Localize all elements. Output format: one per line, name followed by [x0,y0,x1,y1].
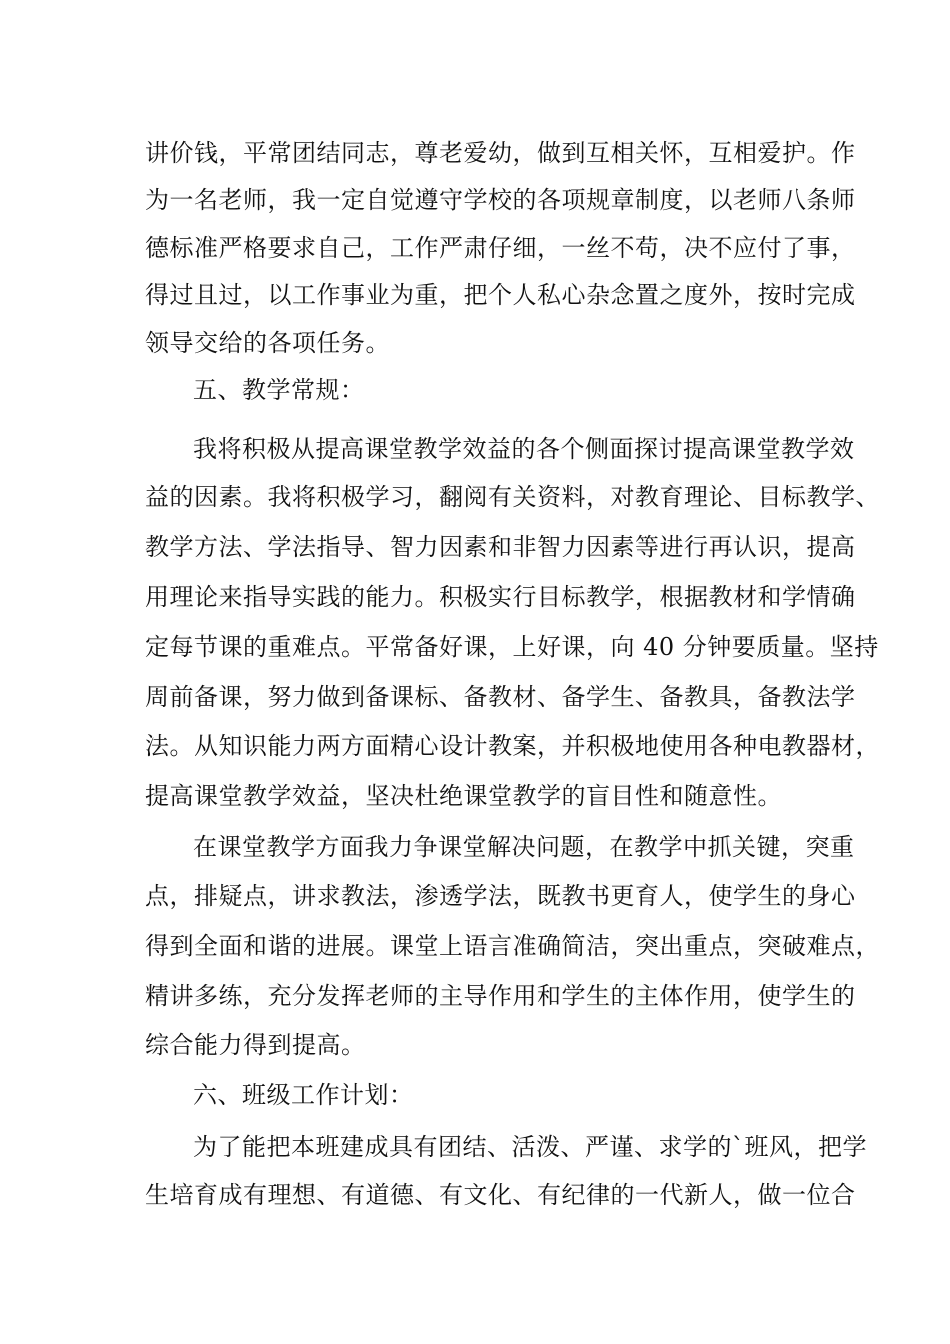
paragraph-line: 我将积极从提高课堂教学效益的各个侧面探讨提高课堂教学效 [193,435,855,463]
paragraph-line: 提高课堂教学效益，坚决杜绝课堂教学的盲目性和随意性。 [145,782,782,810]
paragraph-line: 为了能把本班建成具有团结、活泼、严谨、求学的`班风，把学 [193,1133,867,1161]
paragraph-line: 得到全面和谐的进展。课堂上语言准确简洁，突出重点，突破难点， [145,932,880,960]
paragraph-line: 得过且过，以工作事业为重，把个人私心杂念置之度外，按时完成 [145,281,856,309]
paragraph-line: 生培育成有理想、有道德、有文化、有纪律的一代新人，做一位合 [145,1181,856,1209]
paragraph-line: 领导交给的各项任务。 [145,329,390,357]
paragraph-line: 教学方法、学法指导、智力因素和非智力因素等进行再认识，提高 [145,533,856,561]
paragraph-line: 益的因素。我将积极学习，翻阅有关资料，对教育理论、目标教学、 [145,483,880,511]
paragraph-line: 定每节课的重难点。平常备好课，上好课，向 40 分钟要质量。坚持 [145,633,879,661]
paragraph-line: 用理论来指导实践的能力。积极实行目标教学，根据教材和学情确 [145,583,856,611]
paragraph-line: 点，排疑点，讲求教法，渗透学法，既教书更育人，使学生的身心 [145,882,856,910]
paragraph-line: 为一名老师，我一定自觉遵守学校的各项规章制度，以老师八条师 [145,186,856,214]
paragraph-line: 精讲多练，充分发挥老师的主导作用和学生的主体作用，使学生的 [145,982,856,1010]
paragraph-line: 法。从知识能力两方面精心设计教案，并积极地使用各种电教器材， [145,732,880,760]
paragraph-line: 德标准严格要求自己，工作严肃仔细，一丝不苟，决不应付了事， [145,234,856,262]
paragraph-line: 周前备课，努力做到备课标、备教材、备学生、备教具，备教法学 [145,683,856,711]
paragraph-line: 综合能力得到提高。 [145,1031,366,1059]
paragraph-line: 讲价钱，平常团结同志，尊老爱幼，做到互相关怀，互相爱护。作 [145,139,856,167]
section-heading: 五、教学常规： [193,376,365,404]
section-heading: 六、班级工作计划： [193,1081,414,1109]
paragraph-line: 在课堂教学方面我力争课堂解决问题，在教学中抓关键，突重 [193,833,855,861]
